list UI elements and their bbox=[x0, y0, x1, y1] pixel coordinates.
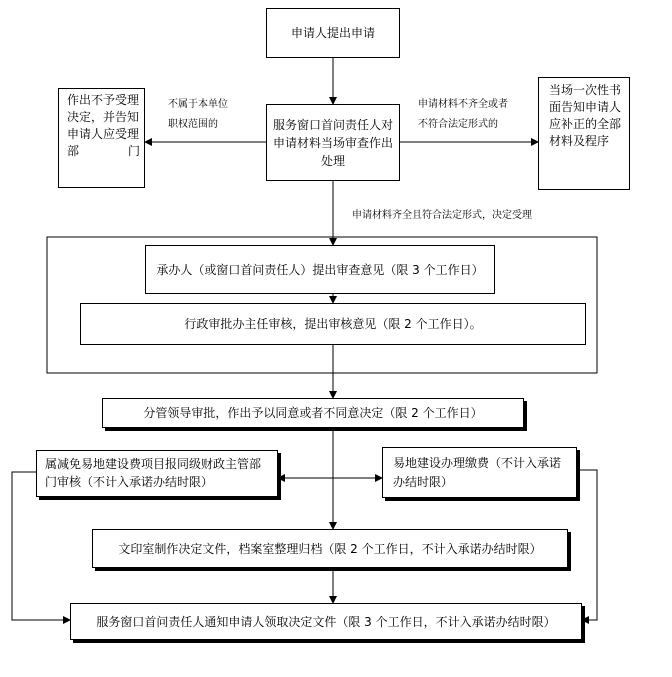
director-review-box bbox=[80, 303, 586, 345]
handler-opinion-text: 承办人（或窗口首问责任人）提出审查意见（限 3 个工作日） bbox=[156, 262, 484, 277]
document-filing-box bbox=[92, 529, 568, 568]
notify-text: 服务窗口首问责任人通知申请人领取决定文件（限 3 个工作日，不计入承诺办结时限） bbox=[96, 614, 556, 629]
leader-approval-box bbox=[102, 398, 524, 428]
apply-text: 申请人提出申请 bbox=[290, 26, 375, 40]
fee-payment-text: 易地建设办理缴费（不计入承诺办结时限） bbox=[393, 456, 562, 489]
finance-review-box bbox=[36, 450, 278, 497]
label-incomplete: 申请材料不齐全或者 不符合法定形式的 bbox=[418, 99, 508, 130]
supplement-box bbox=[538, 77, 630, 190]
leader-approval-text: 分管领导审批，作出予以同意或者不同意决定（限 2 个工作日） bbox=[143, 406, 483, 420]
review-text: 服务窗口首问责任人对申请材料当场审查作出处理 bbox=[273, 117, 394, 168]
label-accepted: 申请材料齐全且符合法定形式，决定受理 bbox=[352, 210, 532, 221]
notify-box bbox=[70, 603, 582, 640]
apply-box bbox=[266, 8, 400, 58]
arrow-fee-to-notify bbox=[577, 470, 597, 620]
director-review-text: 行政审批办主任审核，提出审核意见（限 2 个工作日）。 bbox=[184, 317, 482, 331]
reject-box bbox=[58, 88, 145, 188]
handler-opinion-box bbox=[145, 245, 495, 294]
document-filing-text: 文印室制作决定文件，档案室整理归档（限 2 个工作日，不计入承诺办结时限） bbox=[118, 541, 542, 556]
reject-text: 作出不予受理决定，并告知申请人应受理部门 bbox=[67, 93, 140, 158]
label-not-in-scope: 不属于本单位 职权范围的 bbox=[168, 99, 228, 130]
review-box bbox=[266, 104, 400, 181]
finance-review-text: 属减免易地建设费项目报同级财政主管部门审核（不计入承诺办结时限） bbox=[45, 457, 262, 489]
fee-payment-box bbox=[382, 447, 577, 498]
supplement-text: 当场一次性书面告知申请人应补正的全部材料及程序 bbox=[549, 83, 622, 148]
